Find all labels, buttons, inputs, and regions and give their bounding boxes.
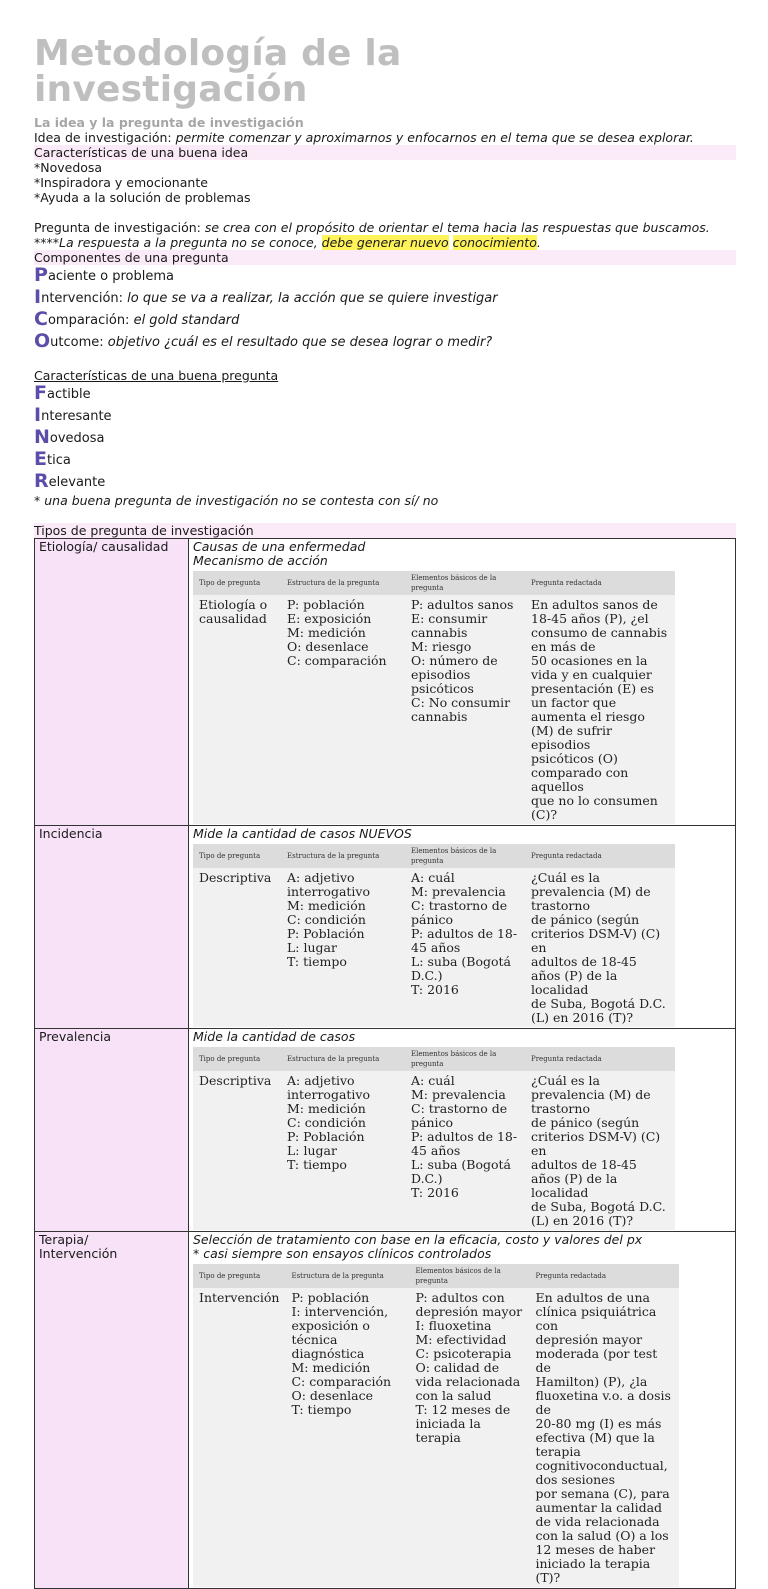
- example-cell-line: P: Población: [287, 926, 365, 941]
- types-row-description-line: Mide la cantidad de casos NUEVOS: [193, 826, 412, 841]
- example-cell-line: O: calidad de vida relacionada: [415, 1360, 521, 1389]
- example-cell-line: terapia: [415, 1430, 461, 1445]
- example-table-header: Elementos básicos de la pregunta: [405, 571, 525, 595]
- example-cell-line: 50 ocasiones en la vida y en cualquier: [531, 653, 652, 682]
- example-cell-line: depresión mayor moderada (por test de: [535, 1332, 658, 1375]
- example-cell-line: O: número de episodios: [411, 653, 498, 682]
- example-cell-line: de Suba, Bogotá D.C. (L) en 2016 (T)?: [531, 996, 666, 1025]
- example-cell-line: C: trastorno de pánico: [411, 1101, 508, 1130]
- example-cell-line: terapia cognitivoconductual, dos sesiones: [535, 1444, 668, 1487]
- components-heading: Componentes de una pregunta: [34, 250, 736, 265]
- example-cell-line: de vida relacionada con la salud (O) a los: [535, 1514, 669, 1543]
- example-table-cell-tipo: Descriptiva: [193, 1071, 281, 1230]
- example-cell-line: I: intervención, exposición o: [291, 1304, 389, 1333]
- good-question-item: Relevante: [34, 470, 106, 492]
- example-cell-line: de pánico (según criterios DSM-V) (C) en: [531, 1115, 661, 1158]
- example-cell-line: 20-80 mg (I) es más efectiva (M) que la: [535, 1416, 662, 1445]
- example-cell-line: C: condición: [287, 912, 366, 927]
- good-idea-item: *Inspiradora y emocionante: [34, 175, 208, 190]
- example-cell-line: de pánico (según criterios DSM-V) (C) en: [531, 912, 661, 955]
- example-table-cell-estructura: [281, 1071, 405, 1230]
- good-idea-heading: Características de una buena idea: [34, 145, 736, 160]
- example-cell-line: C: trastorno de pánico: [411, 898, 508, 927]
- example-cell-line: de Suba, Bogotá D.C. (L) en 2016 (T)?: [531, 1199, 666, 1228]
- example-table-header: Estructura de la pregunta: [281, 571, 405, 595]
- example-table-header: Tipo de pregunta: [193, 571, 281, 595]
- example-cell-line: P: población: [291, 1290, 370, 1305]
- example-cell-line: M: prevalencia: [411, 884, 506, 899]
- example-cell-line: M: riesgo: [411, 639, 472, 654]
- example-table-cell-redactada: [525, 1071, 675, 1230]
- good-idea-item: *Ayuda a la solución de problemas: [34, 190, 251, 205]
- example-table-cell-estructura: [285, 1288, 409, 1587]
- idea-definition: Idea de investigación: permite comenzar y aproximarnos y enfocarnos en el tema que se desea explorar.: [34, 130, 694, 145]
- example-cell-line: con la salud: [415, 1388, 492, 1403]
- example-cell-line: E: exposición: [287, 611, 372, 626]
- example-cell-line: adultos de 18-45 años (P) de la localidad: [531, 1157, 637, 1200]
- question-types-table: [34, 538, 736, 1589]
- example-cell-line: ¿Cuál es la prevalencia (M) de trastorno: [531, 1073, 651, 1116]
- example-table-header: Tipo de pregunta: [193, 1264, 285, 1288]
- component-item: Comparación: el gold standard: [34, 308, 240, 330]
- types-row-description-line: Causas de una enfermedad: [193, 539, 366, 554]
- example-cell-line: presentación (E) es un factor que: [531, 681, 654, 710]
- example-cell-line: aumenta el riesgo (M) de sufrir episodios: [531, 709, 645, 752]
- document-subtitle: La idea y la pregunta de investigación: [34, 115, 304, 130]
- example-cell-line: que no lo consumen (C)?: [531, 793, 658, 822]
- example-cell-line: técnica diagnóstica: [291, 1332, 365, 1361]
- example-cell-line: En adultos sanos de 18-45 años (P), ¿el: [531, 597, 658, 626]
- example-cell-line: A: adjetivo interrogativo: [287, 870, 371, 899]
- example-cell-line: O: desenlace: [291, 1388, 374, 1403]
- example-table-cell-elementos: [405, 1071, 525, 1230]
- example-cell-line: adultos de 18-45 años (P) de la localidad: [531, 954, 637, 997]
- example-cell-line: T: tiempo: [287, 1157, 347, 1172]
- example-cell-line: C: condición: [287, 1115, 366, 1130]
- example-cell-line: C: No consumir cannabis: [411, 695, 511, 724]
- example-cell-line: M: efectividad: [415, 1332, 507, 1347]
- good-question-heading: Características de una buena pregunta: [34, 368, 279, 383]
- component-item: Intervención: lo que se va a realizar, la acción que se quiere investigar: [34, 286, 498, 308]
- example-cell-line: P: adultos de 18-45 años: [411, 1129, 518, 1158]
- types-row-label-line: Terapia/: [39, 1232, 89, 1247]
- example-cell-line: L: suba (Bogotá D.C.): [411, 1157, 511, 1186]
- example-table-header: Pregunta redactada: [525, 844, 675, 868]
- example-cell-line: M: prevalencia: [411, 1087, 506, 1102]
- example-cell-line: P: adultos sanos: [411, 597, 514, 612]
- example-cell-line: I: fluoxetina: [415, 1318, 492, 1333]
- types-row-label: Etiología/ causalidad: [35, 539, 189, 826]
- types-row-description-line: Mecanismo de acción: [193, 553, 328, 568]
- types-row: [35, 539, 736, 826]
- example-table-cell-redactada: [525, 868, 675, 1027]
- example-cell-line: Hamilton) (P), ¿la fluoxetina v.o. a dosis de: [535, 1374, 671, 1417]
- example-cell-line: ¿Cuál es la prevalencia (M) de trastorno: [531, 870, 651, 913]
- good-question-item: Etica: [34, 448, 71, 470]
- example-cell-line: L: lugar: [287, 940, 337, 955]
- example-table-header: Estructura de la pregunta: [285, 1264, 409, 1288]
- example-table-cell-redactada: [529, 1288, 679, 1587]
- example-cell-line: C: comparación: [291, 1374, 392, 1389]
- example-cell-line: M: medición: [291, 1360, 371, 1375]
- types-row-description: [189, 539, 736, 826]
- example-cell-line: L: lugar: [287, 1143, 337, 1158]
- example-table-header: Pregunta redactada: [525, 571, 675, 595]
- example-cell-line: En adultos de una clínica psiquiátrica con: [535, 1290, 657, 1333]
- good-question-item: Factible: [34, 382, 91, 404]
- example-cell-line: O: desenlace: [287, 639, 369, 654]
- component-item: Outcome: objetivo ¿cuál es el resultado que se desea lograr o medir?: [34, 330, 493, 352]
- question-note: ****La respuesta a la pregunta no se conoce, debe generar nuevo conocimiento.: [34, 235, 541, 250]
- example-table-cell-tipo: Descriptiva: [193, 868, 281, 1027]
- example-cell-line: T: tiempo: [291, 1402, 352, 1417]
- example-table-header: Pregunta redactada: [525, 1047, 675, 1071]
- example-table-cell-estructura: [281, 595, 405, 824]
- example-table-header: Elementos básicos de la pregunta: [405, 844, 525, 868]
- types-heading: Tipos de pregunta de investigación: [34, 523, 736, 538]
- example-table-header: Elementos básicos de la pregunta: [409, 1264, 529, 1288]
- example-cell-line: P: población: [287, 597, 365, 612]
- example-table-cell-redactada: [525, 595, 675, 824]
- example-table-cell-tipo: Etiología o causalidad: [193, 595, 281, 824]
- example-cell-line: M: medición: [287, 625, 366, 640]
- example-cell-line: A: cuál: [411, 870, 455, 885]
- types-row-description-line: * casi siempre son ensayos clínicos controlados: [193, 1246, 492, 1261]
- document-title: Metodología de la investigación: [34, 33, 402, 110]
- good-question-item: Novedosa: [34, 426, 105, 448]
- types-row: [35, 1232, 736, 1589]
- example-cell-line: C: comparación: [287, 653, 387, 668]
- example-cell-line: M: medición: [287, 898, 366, 913]
- types-row-label: Incidencia: [35, 826, 189, 1029]
- types-row-description: [189, 1029, 736, 1232]
- example-table-cell-estructura: [281, 868, 405, 1027]
- example-cell-line: P: adultos con depresión mayor: [415, 1290, 523, 1319]
- types-row-label-line: Intervención: [39, 1246, 118, 1261]
- example-table-cell-elementos: [405, 868, 525, 1027]
- example-cell-line: 12 meses de haber iniciado la terapia (T)?: [535, 1542, 656, 1585]
- example-cell-line: psicóticos: [411, 681, 474, 696]
- types-row-description: [189, 1232, 736, 1589]
- example-table: [193, 844, 675, 1027]
- example-table-cell-elementos: [409, 1288, 529, 1587]
- example-table-header: Estructura de la pregunta: [281, 1047, 405, 1071]
- example-table-header: Pregunta redactada: [529, 1264, 679, 1288]
- example-cell-line: T: 12 meses de iniciada la: [415, 1402, 511, 1431]
- example-cell-line: consumo de cannabis en más de: [531, 625, 668, 654]
- question-definition: Pregunta de investigación: se crea con el propósito de orientar el tema hacia las respuestas que buscamos.: [34, 220, 710, 235]
- example-table-header: Tipo de pregunta: [193, 1047, 281, 1071]
- example-cell-line: A: cuál: [411, 1073, 455, 1088]
- example-cell-line: C: psicoterapia: [415, 1346, 512, 1361]
- types-row-label: Prevalencia: [35, 1029, 189, 1232]
- example-table-cell-tipo: Intervención: [193, 1288, 285, 1587]
- example-table-header: Elementos básicos de la pregunta: [405, 1047, 525, 1071]
- types-row: [35, 826, 736, 1029]
- component-item: Paciente o problema: [34, 264, 174, 286]
- good-question-item: Interesante: [34, 404, 112, 426]
- example-cell-line: M: medición: [287, 1101, 366, 1116]
- document-page: [34, 33, 736, 1589]
- example-cell-line: P: Población: [287, 1129, 365, 1144]
- example-table-cell-elementos: [405, 595, 525, 824]
- types-row-description-line: Mide la cantidad de casos: [193, 1029, 356, 1044]
- types-row-label: [35, 1232, 189, 1589]
- example-table-header: Estructura de la pregunta: [281, 844, 405, 868]
- example-table: [193, 1264, 679, 1587]
- types-row-description-line: Selección de tratamiento con base en la eficacia, costo y valores del px: [193, 1232, 643, 1247]
- example-cell-line: L: suba (Bogotá D.C.): [411, 954, 511, 983]
- types-row-description: [189, 826, 736, 1029]
- example-cell-line: A: adjetivo interrogativo: [287, 1073, 371, 1102]
- example-cell-line: T: tiempo: [287, 954, 347, 969]
- example-table-header: Tipo de pregunta: [193, 844, 281, 868]
- example-table: [193, 571, 675, 824]
- example-cell-line: P: adultos de 18-45 años: [411, 926, 518, 955]
- example-cell-line: psicóticos (O) comparado con aquellos: [531, 751, 629, 794]
- example-table: [193, 1047, 675, 1230]
- good-question-note: * una buena pregunta de investigación no se contesta con sí/ no: [34, 493, 439, 508]
- example-cell-line: E: consumir cannabis: [411, 611, 488, 640]
- types-row: [35, 1029, 736, 1232]
- example-cell-line: T: 2016: [411, 1185, 459, 1200]
- example-cell-line: por semana (C), para aumentar la calidad: [535, 1486, 670, 1515]
- example-cell-line: T: 2016: [411, 982, 459, 997]
- good-idea-item: *Novedosa: [34, 160, 103, 175]
